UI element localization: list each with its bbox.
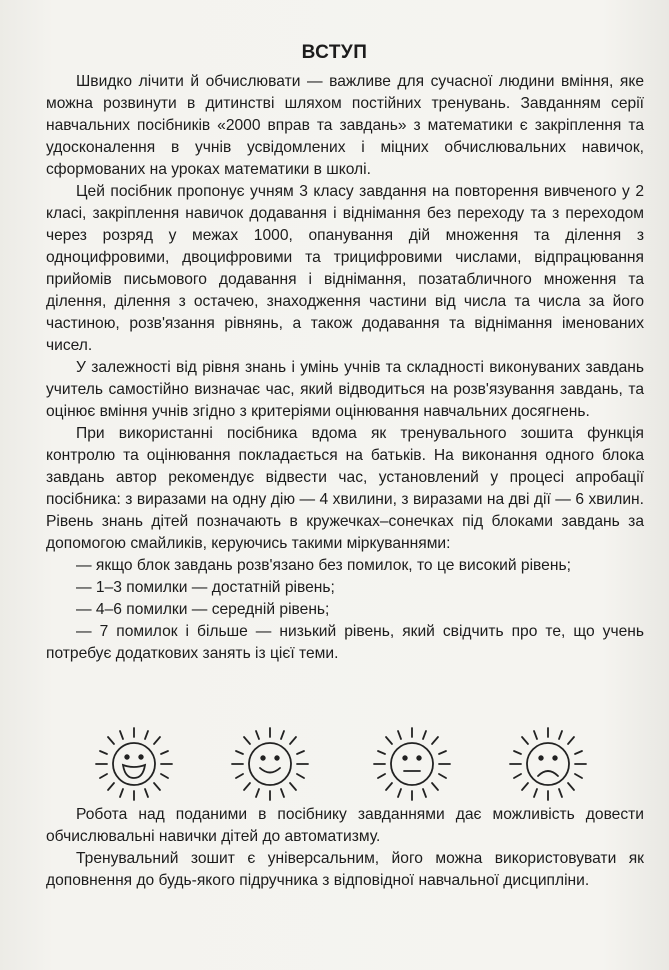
paragraph: Робота над поданими в посібнику завданнями дає можливість довести обчислювальні навички дітей до автоматизму. (46, 806, 644, 845)
smiley-suns (0, 724, 669, 804)
sad-sun-icon (506, 724, 590, 802)
paragraph: У залежності від рівня знань і умінь учнів та складності виконуваних завдань учитель самостійно визначає час, який відводиться на розв'язування завдань, та оцінює вміння учнів згідно з критеріями оцінювання навчальних досягнень. (46, 359, 644, 420)
paragraph: Цей посібник пропонує учням 3 класу завдання на повторення вивченого у 2 класі, закріплення навичок додавання і віднімання без переходу та з переходом через розряд у межах 1000, опанування дій множення та ділення з одноцифровими, двоцифровими та трицифровими числами, відпрацювання прийомів письмового додавання і віднімання, позатабличного множення та ділення, ділення з остачею, знаходження частини від числа та числа за його частиною, розв'язання рівнянь, а також додавання та віднімання іменованих чисел. (46, 183, 644, 354)
closing-text (46, 804, 644, 892)
level-item-medium: — 4–6 помилки — середній рівень; (76, 601, 330, 618)
intro-text (46, 71, 644, 665)
paragraph: Тренувальний зошит є універсальним, його можна використовувати як доповнення до будь-якого підручника з відповідної навчальної дисципліни. (46, 850, 644, 889)
paragraph: Швидко лічити й обчислювати — важливе для сучасної людини вміння, яке можна розвинути в дитинстві шляхом постійних тренувань. Завданням серії навчальних посібників «2000 вправ та завдань» з математики є закріплення та удосконалення в учнів усвідомлених і міцних обчислювальних навичок, сформованих на уроках математики в школі. (46, 73, 644, 178)
neutral-sun-icon (370, 724, 454, 802)
level-item-sufficient: — 1–3 помилки — достатній рівень; (76, 579, 335, 596)
level-item-low: — 7 помилок і більше — низький рівень, який свідчить про те, що учень потребує додаткових занять із цієї теми. (46, 623, 644, 662)
level-item-high: — якщо блок завдань розв'язано без помилок, то це високий рівень; (76, 557, 571, 574)
laughing-sun-icon (92, 724, 176, 802)
paragraph: При використанні посібника вдома як тренувального зошита функція контролю та оцінювання покладається на батьків. На виконання одного блока завдань автор рекомендує відвести час, установлений у процесі апробації посібника: з виразами на одну дію — 4 хвилини, з виразами на дві дії — 6 хвилин. Рівень знань дітей позначають в кружечках–сонечках під блоками завдань за допомогою смайликів, керуючись такими міркуваннями: (46, 425, 644, 552)
smiling-sun-icon (228, 724, 312, 802)
page-title: ВСТУП (301, 42, 368, 63)
